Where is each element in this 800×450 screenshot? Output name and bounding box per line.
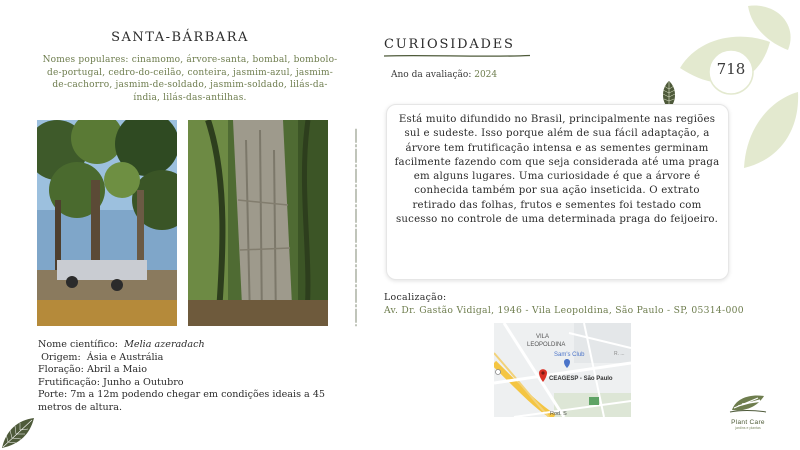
plant-facts: [38, 339, 338, 415]
brand-name: Plant Care: [731, 419, 765, 426]
curiosities-title: CURIOSIDADES: [384, 37, 515, 52]
map-district-line2: LEOPOLDINA: [527, 342, 566, 348]
fact-scientific-label: Nome científico:: [38, 339, 118, 350]
fact-origin: [38, 352, 338, 365]
popular-names: Nomes populares: cinamomo, árvore-santa, bombal, bombolo-de-portugal, cedro-do-ceilão, conteira, jasmim-azul, jasmim-de-cachorro, jasmim-de-soldado, jasmim-soldado, lilás-da-índia, lilás-das-antilhas.: [42, 55, 338, 103]
fact-scientific: [38, 339, 338, 352]
tree-photo-1: [37, 120, 177, 326]
location-address[interactable]: Av. Dr. Gastão Vidigal, 1946 - Vila Leopoldina, São Paulo - SP, 05314-000: [384, 305, 744, 316]
fact-flowering: [38, 364, 338, 377]
map-district-line1: VILA: [536, 334, 550, 340]
eval-label: Ano da avaliação:: [391, 70, 472, 80]
fact-flowering-label: Floração:: [38, 364, 84, 376]
tree-photo-2: [188, 120, 328, 326]
eval-year-value: 2024: [474, 70, 498, 80]
location-map[interactable]: [494, 323, 631, 417]
fact-fruiting: [38, 377, 338, 390]
map-market-label: CEAGESP - São Paulo: [549, 376, 613, 382]
curiosities-text: Está muito difundido no Brasil, principalmente nas regiões sul e sudeste. Isso porque além de sua fácil adaptação, a árvore tem frutificação intensa e as sementes germinam facilmente fazendo com que seja considerada até uma praga em alguns lugares. Uma curiosidade é que a árvore é conhecida também por sua ação inseticida. O extrato retirado das folhas, frutos e sementes foi testado com sucesso no controle de uma determinada praga do feijoeiro.: [394, 114, 720, 226]
brand-tagline: jardins e plantas: [735, 426, 761, 430]
fact-fruiting-label: Frutificação:: [38, 376, 100, 388]
map-club-label: Sam's Club: [554, 352, 585, 358]
brand-logo: [716, 392, 780, 430]
map-street-label: Rod. S: [550, 411, 567, 417]
fact-size-value: 7m a 12m podendo chegar em condições ideais a 45 metros de altura.: [38, 389, 326, 413]
fact-size-label: Porte:: [38, 389, 68, 401]
plant-care-logo-icon: [728, 392, 768, 414]
palm-leaf-icon: [0, 414, 36, 450]
fact-fruiting-value: Junho a Outubro: [103, 376, 184, 388]
evaluation-year: [391, 70, 497, 80]
location-label: Localização:: [384, 292, 447, 303]
map-corner-label: R. ...: [614, 351, 625, 357]
fact-origin-label: Origem:: [41, 351, 81, 363]
fact-size: [38, 389, 338, 414]
fact-origin-value: Ásia e Austrália: [86, 351, 164, 363]
fact-flowering-value: Abril a Maio: [86, 364, 147, 376]
column-divider: [355, 30, 357, 425]
fact-scientific-value: Melia azeradach: [124, 339, 205, 350]
title-underline: [384, 54, 530, 58]
badge-number: 718: [716, 60, 746, 78]
plant-title: SANTA-BÁRBARA: [111, 30, 249, 45]
